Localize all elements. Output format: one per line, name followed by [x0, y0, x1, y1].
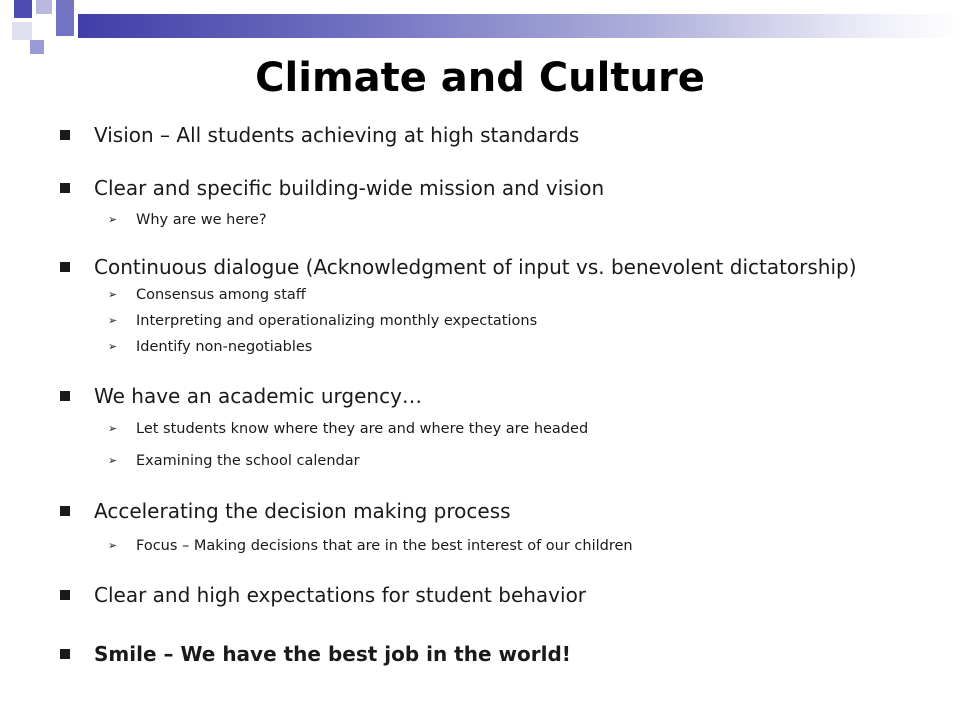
- header-gradient-bar: [78, 14, 960, 38]
- sub-bullet-text: Focus – Making decisions that are in the best interest of our children: [136, 538, 633, 554]
- bullet-text: We have an academic urgency…: [94, 384, 422, 408]
- bullet-text: Continuous dialogue (Acknowledgment of input vs. benevolent dictatorship): [94, 255, 857, 279]
- square-bullet-icon: [60, 130, 70, 140]
- arrow-bullet-icon: ➢: [108, 288, 118, 301]
- sub-bullet-text: Interpreting and operationalizing monthly expectations: [136, 313, 538, 329]
- sub-bullet-text: Examining the school calendar: [136, 453, 360, 469]
- arrow-bullet-icon: ➢: [108, 213, 118, 226]
- square-bullet-icon: [60, 262, 70, 272]
- bullet-text: Accelerating the decision making process: [94, 499, 511, 523]
- arrow-bullet-icon: ➢: [108, 454, 118, 467]
- arrow-bullet-icon: ➢: [108, 539, 118, 552]
- sub-bullet-text: Identify non-negotiables: [136, 339, 313, 355]
- arrow-bullet-icon: ➢: [108, 340, 118, 353]
- decor-square: [36, 0, 52, 14]
- sub-bullet-text: Let students know where they are and where they are headed: [136, 421, 589, 437]
- square-bullet-icon: [60, 391, 70, 401]
- bullet-text: Clear and specific building-wide mission and vision: [94, 176, 605, 200]
- decor-square: [12, 22, 32, 40]
- square-bullet-icon: [60, 649, 70, 659]
- bullet-text: Clear and high expectations for student behavior: [94, 583, 587, 607]
- decor-square: [56, 0, 74, 36]
- sub-bullet-text: Consensus among staff: [136, 287, 306, 303]
- slide-title: Climate and Culture: [255, 55, 705, 101]
- arrow-bullet-icon: ➢: [108, 422, 118, 435]
- sub-bullet-text: Why are we here?: [136, 212, 267, 228]
- square-bullet-icon: [60, 590, 70, 600]
- arrow-bullet-icon: ➢: [108, 314, 118, 327]
- bullet-text: Vision – All students achieving at high standards: [94, 123, 580, 147]
- square-bullet-icon: [60, 183, 70, 193]
- bullet-text: Smile – We have the best job in the world!: [94, 642, 571, 666]
- decor-square: [14, 0, 32, 18]
- square-bullet-icon: [60, 506, 70, 516]
